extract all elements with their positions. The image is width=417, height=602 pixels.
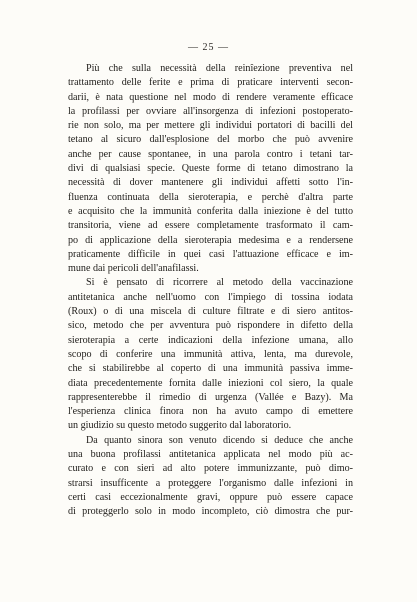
text-line: rappresenterebbe il rimedio di urgenza (Vallée e Bazy). Ma: [68, 391, 353, 403]
paragraph-3: [68, 434, 353, 520]
text-line: praticamente difficile in quei casi l'attuazione efficace e im-: [68, 248, 353, 260]
text-line: necessità di dover mantenere gli individui affetti sotto l'in-: [68, 177, 353, 189]
text-line: trattamento delle ferite e prima di praticare interventi secon-: [68, 77, 353, 89]
text-line: scopo di conferire una immunità attiva, lenta, ma durevole,: [68, 348, 353, 360]
text-line: una buona profilassi antitetanica applicata nel modo più ac-: [68, 449, 353, 461]
text-line: fluenza continuata della sieroterapia, e perchè d'altra parte: [68, 191, 353, 203]
text-line: curato e con sieri ad alto potere immunizzante, può dimo-: [68, 463, 353, 475]
text-line: che si stabilirebbe al coperto di una immunità passiva imme-: [68, 363, 353, 375]
text-line: tetano al sicuro dall'esplosione del morbo che può avvenire: [68, 134, 353, 146]
text-line: darii, è nata questione nel modo di rendere veramente efficace: [68, 91, 353, 103]
text-line: diata precedentemente fornita dalle iniezioni col siero, la quale: [68, 377, 353, 389]
text-line: transitoria, viene ad essere completamente trasformato il cam-: [68, 220, 353, 232]
text-line: sieroterapia a certe indicazioni della infezione umana, allo: [68, 334, 353, 346]
text-line: l'esperienza clinica finora non ha avuto campo di emettere: [68, 406, 353, 418]
text-line: di proteggerlo solo in modo incompleto, ciò dimostra che pur-: [68, 506, 353, 518]
text-line: Da quanto sinora son venuto dicendo si deduce che anche: [86, 434, 353, 446]
text-line: divi di qualsiasi specie. Queste forme di tetano dimostrano la: [68, 163, 353, 175]
text-line: anche per cause spontanee, in una parola contro i tetani tar-: [68, 148, 353, 160]
text-line: certi casi eccezionalmente gravi, oppure può essere capace: [68, 491, 353, 503]
text-line: strarsi insufficente a proteggere l'organismo dalle infezioni in: [68, 477, 353, 489]
text-line: un giudizio su questo metodo suggerito dal laboratorio.: [68, 420, 292, 432]
paragraph-2: [68, 276, 353, 433]
paragraph-1: [68, 62, 353, 276]
text-line: sico, metodo che per avventura può rispondere in difetto della: [68, 320, 353, 332]
page-number: — 25 —: [188, 42, 229, 53]
text-line: po di applicazione della sieroterapia medesima e a rendersene: [68, 234, 353, 246]
text-line: rie non solo, ma per mettere gli individui portatori di bacilli del: [68, 120, 353, 132]
text-line: antitetanica anche nell'uomo con l'impiego di tossina iodata: [68, 291, 353, 303]
text-line: Si è pensato di ricorrere al metodo della vaccinazione: [86, 277, 353, 289]
body-text: [68, 62, 353, 520]
text-line: la profilassi per ovviare all'insorgenza di infezioni postoperato-: [68, 105, 353, 117]
text-line: Più che sulla necessità della reinîezione preventiva nel: [86, 63, 353, 74]
text-line: (Roux) o di una miscela di culture filtrate e di siero antitos-: [68, 306, 353, 318]
text-line: e acquisito che la immunità conferita dalla iniezione è del tutto: [68, 205, 353, 217]
text-line: mune dai pericoli dell'anafilassi.: [68, 263, 199, 275]
